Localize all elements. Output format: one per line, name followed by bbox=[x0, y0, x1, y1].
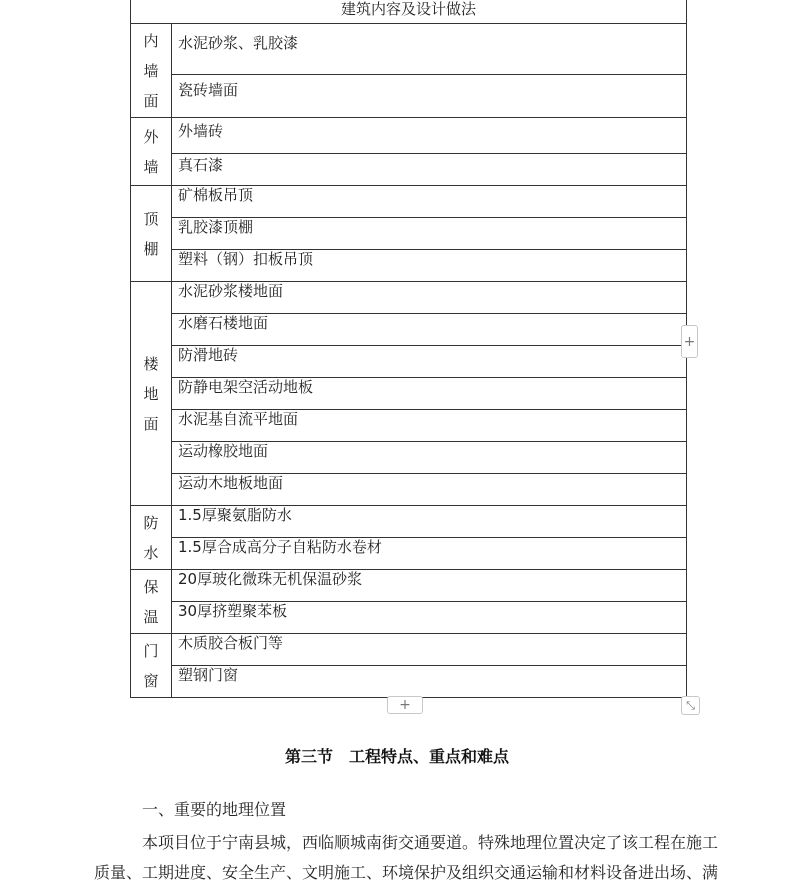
table-cell[interactable]: 真石漆 bbox=[172, 154, 687, 186]
table-cell[interactable]: 运动橡胶地面 bbox=[172, 442, 687, 474]
table-cell[interactable]: 防滑地砖 bbox=[172, 346, 687, 378]
table-cell[interactable]: 矿棉板吊顶 bbox=[172, 186, 687, 218]
category-exterior-wall: 外 墙 bbox=[131, 118, 172, 186]
building-design-table bbox=[130, 0, 687, 698]
table-cell[interactable]: 1.5厚合成高分子自粘防水卷材 bbox=[172, 538, 687, 570]
table-cell[interactable]: 水泥砂浆、乳胶漆 bbox=[172, 24, 687, 75]
table-cell[interactable]: 塑钢门窗 bbox=[172, 666, 687, 698]
table-cell[interactable]: 水泥基自流平地面 bbox=[172, 410, 687, 442]
category-waterproof: 防 水 bbox=[131, 506, 172, 570]
body-paragraph: 本项目位于宁南县城，西临顺城南街交通要道。特殊地理位置决定了该工程在施工质量、工期进度、安全生产、文明施工、环境保护及组织交通运输和材料设备进出场、满 bbox=[94, 833, 719, 882]
table-cell[interactable]: 塑料（钢）扣板吊顶 bbox=[172, 250, 687, 282]
table-cell[interactable]: 20厚玻化微珠无机保温砂浆 bbox=[172, 570, 687, 602]
category-interior-wall: 内 墙 面 bbox=[131, 24, 172, 118]
add-column-button[interactable]: + bbox=[681, 325, 698, 358]
table-cell[interactable]: 水磨石楼地面 bbox=[172, 314, 687, 346]
category-doors-windows: 门 窗 bbox=[131, 634, 172, 698]
resize-icon: ⤡ bbox=[686, 699, 695, 712]
section-title: 第三节 工程特点、重点和难点 bbox=[284, 747, 509, 766]
table-cell[interactable]: 瓷砖墙面 bbox=[172, 75, 687, 118]
table-cell[interactable]: 外墙砖 bbox=[172, 118, 687, 154]
table-header: 建筑内容及设计做法 bbox=[131, 0, 687, 24]
table-resize-handle[interactable] bbox=[681, 696, 700, 715]
heading: 一、重要的地理位置 bbox=[142, 800, 287, 819]
category-floor: 楼 地 面 bbox=[131, 282, 172, 506]
table-cell[interactable]: 1.5厚聚氨脂防水 bbox=[172, 506, 687, 538]
table-cell[interactable]: 乳胶漆顶棚 bbox=[172, 218, 687, 250]
table-cell[interactable]: 防静电架空活动地板 bbox=[172, 378, 687, 410]
table-cell[interactable]: 运动木地板地面 bbox=[172, 474, 687, 506]
add-row-button[interactable]: + bbox=[387, 696, 423, 714]
table-cell[interactable]: 木质胶合板门等 bbox=[172, 634, 687, 666]
category-ceiling: 顶 棚 bbox=[131, 186, 172, 282]
table-cell[interactable]: 30厚挤塑聚苯板 bbox=[172, 602, 687, 634]
category-insulation: 保 温 bbox=[131, 570, 172, 634]
table-cell[interactable]: 水泥砂浆楼地面 bbox=[172, 282, 687, 314]
